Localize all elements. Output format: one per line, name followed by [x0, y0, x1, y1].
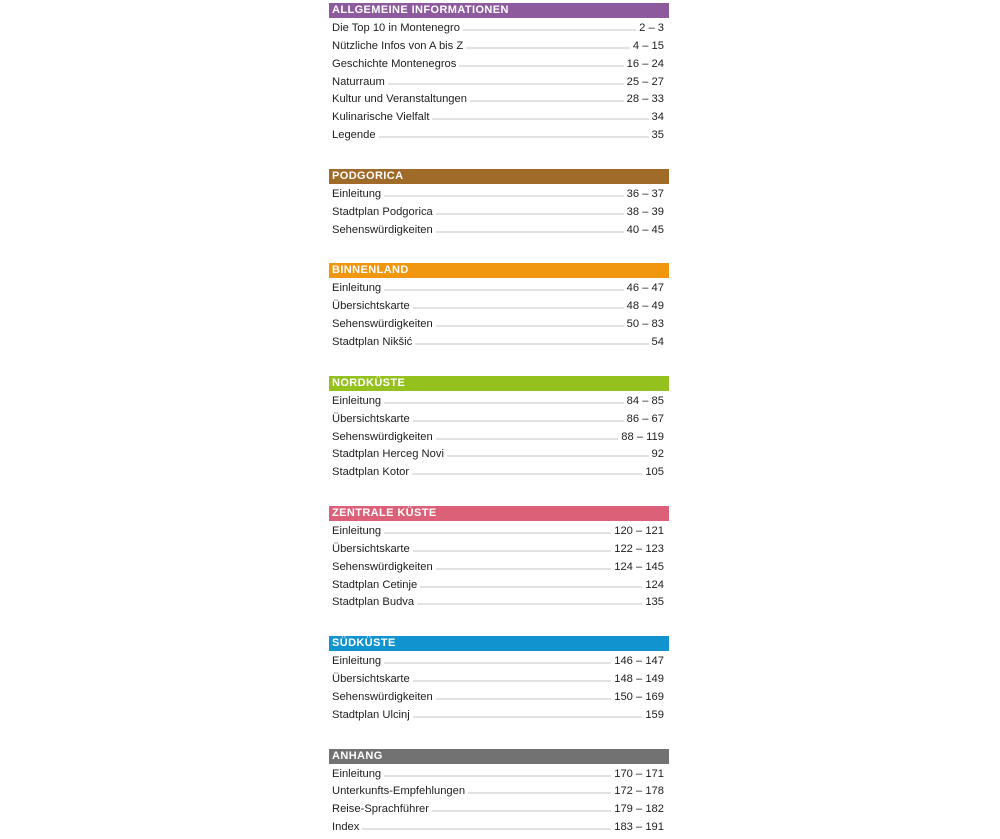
dot-leader: [436, 206, 624, 215]
toc-entry[interactable]: [329, 785, 669, 803]
section-anhang: [329, 749, 669, 839]
toc-entry[interactable]: [329, 768, 669, 786]
dot-leader: [463, 22, 636, 31]
dot-leader: [413, 300, 624, 309]
section-header: NORDKÜSTE: [329, 376, 669, 391]
entry-pages: 148 – 149: [614, 673, 664, 686]
toc-entry[interactable]: [329, 93, 669, 111]
entry-label: Einleitung: [332, 655, 382, 668]
toc-entry[interactable]: [329, 655, 669, 673]
entry-pages: 28 – 33: [626, 93, 664, 106]
entry-label: Stadtplan Cetinje: [332, 578, 418, 591]
toc-entry[interactable]: [329, 543, 669, 561]
entry-label: Die Top 10 in Montenegro: [332, 22, 460, 34]
entry-label: Naturraum: [332, 75, 385, 88]
section-header: ALLGEMEINE INFORMATIONEN: [329, 3, 669, 18]
entry-label: Übersichtskarte: [332, 412, 410, 425]
dot-leader: [466, 40, 630, 49]
toc-entry[interactable]: [329, 318, 669, 336]
toc-entry[interactable]: [329, 336, 669, 354]
entry-pages: 105: [645, 466, 664, 479]
dot-leader: [413, 709, 643, 718]
dot-leader: [436, 691, 611, 700]
entry-label: Sehenswürdigkeiten: [332, 318, 433, 331]
dot-leader: [447, 448, 649, 457]
dot-leader: [384, 282, 624, 291]
toc-entry[interactable]: [329, 691, 669, 709]
section-suedkueste: [329, 636, 669, 726]
dot-leader: [412, 466, 642, 475]
dot-leader: [432, 803, 611, 812]
entry-pages: 124: [645, 578, 664, 591]
entry-pages: 150 – 169: [614, 690, 664, 703]
dot-leader: [413, 543, 612, 552]
dot-leader: [436, 318, 624, 327]
table-of-contents: [329, 3, 669, 839]
entry-label: Sehenswürdigkeiten: [332, 560, 433, 573]
entry-pages: 25 – 27: [626, 75, 664, 88]
toc-entry[interactable]: [329, 561, 669, 579]
entry-pages: 34: [651, 111, 664, 124]
dot-leader: [468, 785, 611, 794]
section-header: ANHANG: [329, 749, 669, 764]
entry-label: Sehenswürdigkeiten: [332, 430, 433, 443]
dot-leader: [415, 336, 648, 345]
dot-leader: [470, 93, 624, 102]
entry-pages: 159: [645, 708, 664, 721]
entry-pages: 50 – 83: [626, 318, 664, 331]
entry-label: Einleitung: [332, 767, 382, 780]
section-header: PODGORICA: [329, 169, 669, 184]
section-nordkueste: [329, 376, 669, 484]
toc-entry[interactable]: [329, 803, 669, 821]
dot-leader: [384, 525, 611, 534]
entry-label: Einleitung: [332, 394, 382, 407]
entry-label: Stadtplan Ulcinj: [332, 708, 410, 721]
section-allgemeine-informationen: [329, 3, 669, 147]
entry-pages: 86 – 67: [626, 412, 664, 425]
toc-entry[interactable]: [329, 282, 669, 300]
entry-label: Einleitung: [332, 525, 382, 538]
entry-label: Stadtplan Nikšić: [332, 335, 413, 348]
dot-leader: [436, 224, 624, 233]
section-podgorica: [329, 169, 669, 242]
entry-label: Einleitung: [332, 282, 382, 295]
entry-pages: 36 – 37: [626, 187, 664, 200]
entry-pages: 16 – 24: [626, 57, 664, 70]
toc-entry[interactable]: [329, 709, 669, 727]
entry-label: Index: [332, 821, 360, 834]
entry-label: Geschichte Montenegros: [332, 57, 457, 70]
toc-entry[interactable]: [329, 129, 669, 147]
toc-entry[interactable]: [329, 448, 669, 466]
toc-entry[interactable]: [329, 206, 669, 224]
entry-label: Stadtplan Budva: [332, 596, 415, 609]
entry-pages: 172 – 178: [614, 785, 664, 798]
dot-leader: [384, 655, 611, 664]
entry-label: Übersichtskarte: [332, 673, 410, 686]
toc-entry[interactable]: [329, 40, 669, 58]
dot-leader: [417, 596, 642, 605]
entry-label: Unterkunfts-Empfehlungen: [332, 785, 466, 798]
entry-label: Stadtplan Podgorica: [332, 205, 433, 218]
entry-pages: 2 – 3: [639, 22, 664, 34]
dot-leader: [362, 821, 611, 830]
entry-label: Kultur und Veranstaltungen: [332, 93, 467, 106]
toc-entry[interactable]: [329, 821, 669, 839]
toc-entry[interactable]: [329, 111, 669, 129]
entry-pages: 124 – 145: [614, 560, 664, 573]
entry-pages: 46 – 47: [626, 282, 664, 295]
toc-entry[interactable]: [329, 76, 669, 94]
dot-leader: [436, 431, 619, 440]
toc-entry[interactable]: [329, 673, 669, 691]
entry-pages: 170 – 171: [614, 767, 664, 780]
entry-pages: 84 – 85: [626, 394, 664, 407]
dot-leader: [432, 111, 648, 120]
section-binnenland: [329, 263, 669, 353]
dot-leader: [413, 673, 612, 682]
dot-leader: [459, 58, 623, 67]
dot-leader: [436, 561, 611, 570]
dot-leader: [420, 579, 642, 588]
entry-pages: 122 – 123: [614, 542, 664, 555]
section-zentrale-kueste: [329, 506, 669, 614]
entry-pages: 92: [651, 448, 664, 461]
entry-label: Reise-Sprachführer: [332, 803, 430, 816]
section-header: BINNENLAND: [329, 263, 669, 278]
entry-pages: 179 – 182: [614, 803, 664, 816]
entry-label: Stadtplan Herceg Novi: [332, 448, 444, 461]
entry-pages: 88 – 119: [621, 430, 664, 443]
dot-leader: [384, 188, 624, 197]
dot-leader: [413, 413, 624, 422]
toc-entry[interactable]: [329, 58, 669, 76]
toc-entry[interactable]: [329, 22, 669, 40]
entry-pages: 135: [645, 596, 664, 609]
toc-entry[interactable]: [329, 188, 669, 206]
entry-label: Einleitung: [332, 187, 382, 200]
toc-entry[interactable]: [329, 431, 669, 449]
entry-label: Nützliche Infos von A bis Z: [332, 39, 464, 52]
toc-entry[interactable]: [329, 466, 669, 484]
section-header: SÜDKÜSTE: [329, 636, 669, 651]
entry-label: Kulinarische Vielfalt: [332, 111, 430, 124]
toc-entry[interactable]: [329, 300, 669, 318]
entry-label: Sehenswürdigkeiten: [332, 690, 433, 703]
dot-leader: [379, 129, 649, 138]
entry-pages: 40 – 45: [626, 223, 664, 236]
dot-leader: [384, 768, 611, 777]
entry-pages: 146 – 147: [614, 655, 664, 668]
toc-entry[interactable]: [329, 579, 669, 597]
section-header: ZENTRALE KÜSTE: [329, 506, 669, 521]
entry-pages: 54: [651, 335, 664, 348]
entry-pages: 120 – 121: [614, 525, 664, 538]
dot-leader: [388, 76, 624, 85]
toc-entry[interactable]: [329, 224, 669, 242]
entry-pages: 35: [651, 129, 664, 142]
entry-pages: 38 – 39: [626, 205, 664, 218]
entry-pages: 4 – 15: [632, 39, 664, 52]
toc-entry[interactable]: [329, 395, 669, 413]
entry-pages: 183 – 191: [614, 821, 664, 834]
entry-label: Stadtplan Kotor: [332, 466, 410, 479]
entry-label: Übersichtskarte: [332, 542, 410, 555]
entry-pages: 48 – 49: [626, 300, 664, 313]
entry-label: Übersichtskarte: [332, 300, 410, 313]
entry-label: Sehenswürdigkeiten: [332, 223, 433, 236]
entry-label: Legende: [332, 129, 376, 142]
toc-entry[interactable]: [329, 596, 669, 614]
dot-leader: [384, 395, 624, 404]
toc-entry[interactable]: [329, 413, 669, 431]
toc-entry[interactable]: [329, 525, 669, 543]
